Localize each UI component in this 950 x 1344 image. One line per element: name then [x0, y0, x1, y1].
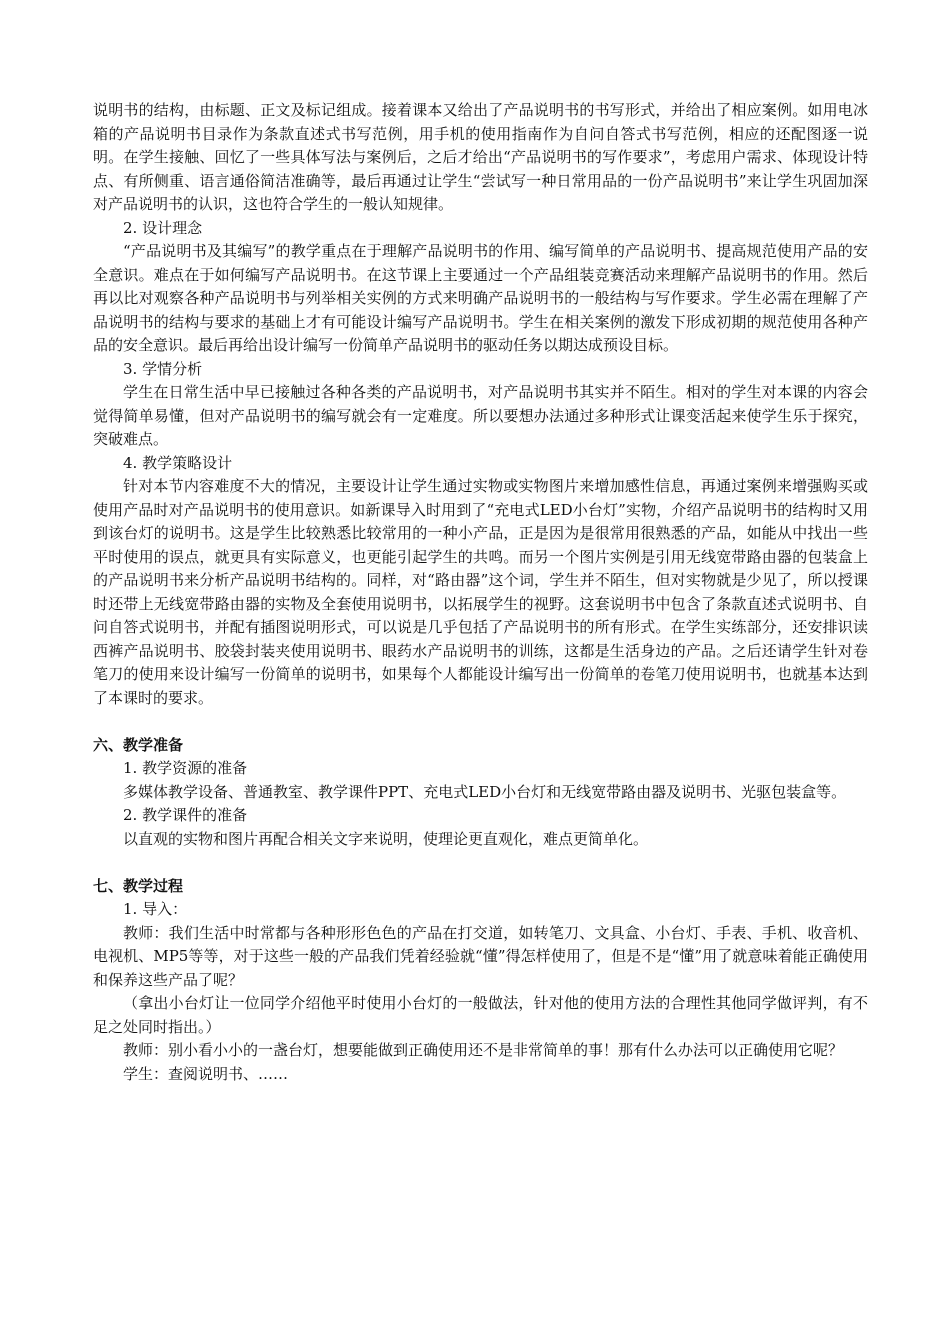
paragraph-intro: 说明书的结构，由标题、正文及标记组成。接着课本又给出了产品说明书的书写形式，并给出了相应案例。如用电冰箱的产品说明书目录作为条款直述式书写范例，用手机的使用指南作为自问自答式书写范例，相应的还配图逐一说明。在学生接触、回忆了一些具体写法与案例后，之后才给出“产品说明书的写作要求”，考虑用户需求、体现设计特点、有所侧重、语言通俗简洁准确等，最后再通过让学生“尝试写一种日常用品的一份产品说明书”来让学生巩固加深对产品说明书的认识，这也符合学生的一般认知规律。	[93, 101, 868, 213]
section-heading-preparation: 六、教学准备	[93, 735, 184, 754]
spacer	[93, 710, 868, 734]
document-body	[93, 99, 868, 1086]
paragraph-student-analysis: 学生在日常生活中早已接触过各种各类的产品说明书，对产品说明书其实并不陌生。相对的学生对本课的内容会觉得简单易懂，但对产品说明书的编写就会有一定难度。所以要想办法通过多种形式让课变活起来使学生乐于探究，突破难点。	[93, 383, 868, 448]
subheading-resources: 1. 教学资源的准备	[123, 759, 248, 777]
section-heading-process: 七、教学过程	[93, 876, 184, 895]
subheading-strategy: 4. 教学策略设计	[123, 453, 233, 472]
subheading-courseware: 2. 教学课件的准备	[123, 806, 248, 824]
paragraph-activity: （拿出小台灯让一位同学介绍他平时使用小台灯的一般做法，针对他的使用方法的合理性其他同学做评判，有不足之处同时指出。）	[93, 994, 868, 1036]
paragraph-resources: 多媒体教学设备、普通教室、教学课件PPT、充电式LED小台灯和无线宽带路由器及说明书、光驱包装盒等。	[123, 782, 847, 801]
subheading-design-concept: 2. 设计理念	[123, 218, 203, 237]
paragraph-design-concept: “产品说明书及其编写”的教学重点在于理解产品说明书的作用、编写简单的产品说明书、提高规范使用产品的安全意识。难点在于如何编写产品说明书。在这节课上主要通过一个产品组装竞赛活动来理解产品说明书的作用。然后再以比对观察各种产品说明书与列举相关实例的方式来明确产品说明书的一般结构与写作要求。学生必需在理解了产品说明书的结构与要求的基础上才有可能设计编写产品说明书。学生在相关案例的激发下形成初期的规范使用各种产品的安全意识。最后再给出设计编写一份简单产品说明书的驱动任务以期达成预设目标。	[93, 242, 868, 354]
subheading-student-analysis: 3. 学情分析	[123, 359, 203, 378]
subheading-intro: 1. 导入：	[123, 900, 188, 918]
paragraph-teacher-1: 教师：我们生活中时常都与各种形形色色的产品在打交道，如转笔刀、文具盒、小台灯、手表、手机、收音机、电视机、MP5等等，对于这些一般的产品我们凭着经验就“懂”得怎样使用了，但是不是“懂”用了就意味着能正确使用和保养这些产品了呢？	[93, 923, 868, 989]
spacer	[93, 851, 868, 875]
paragraph-teacher-2: 教师：别小看小小的一盏台灯，想要能做到正确使用还不是非常简单的事！那有什么办法可以正确使用它呢？	[123, 1041, 844, 1059]
paragraph-courseware: 以直观的实物和图片再配合相关文字来说明，使理论更直观化，难点更简单化。	[123, 829, 649, 848]
paragraph-student: 学生：查阅说明书、……	[123, 1064, 289, 1083]
paragraph-strategy: 针对本节内容难度不大的情况，主要设计让学生通过实物或实物图片来增加感性信息，再通过案例来增强购买或使用产品时对产品说明书的使用意识。如新课导入时用到了“充电式LED小台灯”实物，介绍产品说明书的结构时又用到该台灯的说明书。这是学生比较熟悉比较常用的一种小产品，正是因为是很常用很熟悉的产品，如能从中找出一些平时使用的误点，就更具有实际意义，也更能引起学生的共鸣。而另一个图片实例是引用无线宽带路由器的包装盒上的产品说明书来分析产品说明书结构的。同样，对“路由器”这个词，学生并不陌生，但对实物就是少见了，所以授课时还带上无线宽带路由器的实物及全套使用说明书，以拓展学生的视野。这套说明书中包含了条款直述式说明书、自问自答式说明书，并配有插图说明形式，可以说是几乎包括了产品说明书的所有形式。在学生实练部分，还安排识读西裤产品说明书、胶袋封装夹使用说明书、眼药水产品说明书的训练，这都是生活身边的产品。之后还请学生针对卷笔刀的使用来设计编写一份简单的说明书，如果每个人都能设计编写出一份简单的卷笔刀使用说明书，也就基本达到了本课时的要求。	[93, 477, 868, 707]
